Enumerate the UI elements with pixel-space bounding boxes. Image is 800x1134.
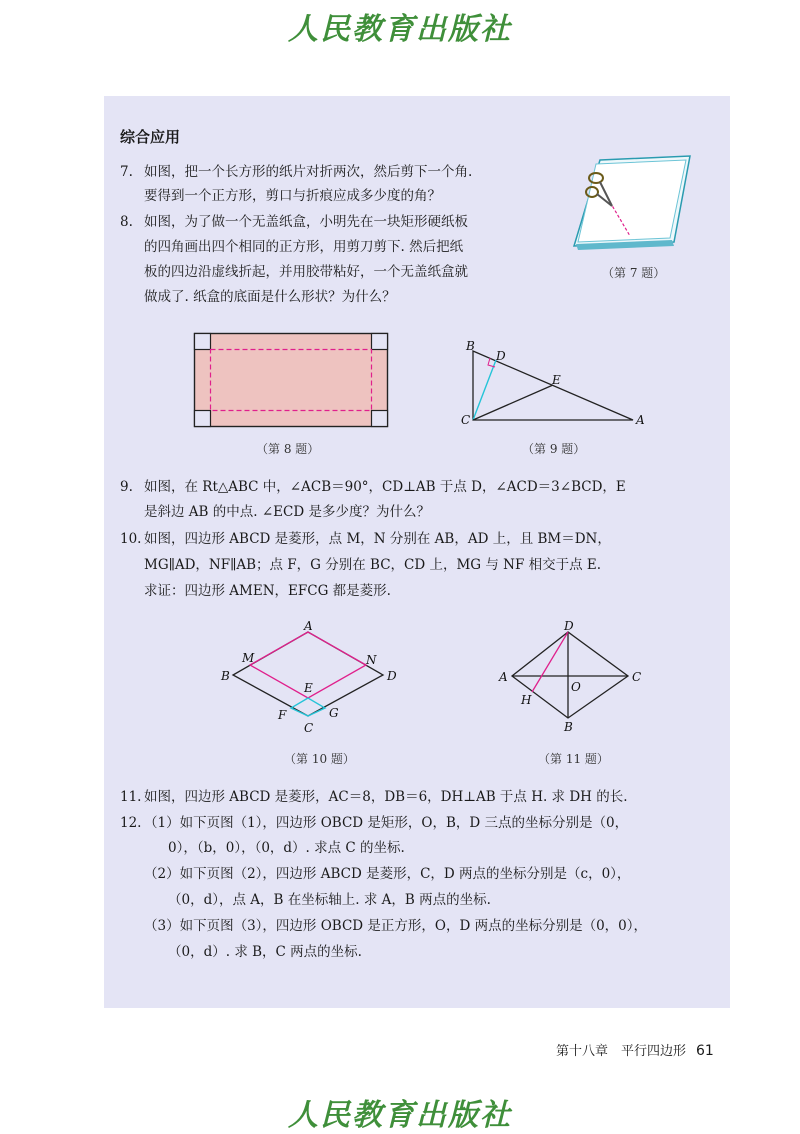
section-heading: 综合应用 (120, 128, 181, 146)
label-A: A (636, 413, 645, 427)
problem-12-part-3-line-2: （0，d）. 求 B，C 两点的坐标. (168, 944, 362, 960)
figure-11-caption: （第 11 题） (538, 752, 609, 766)
problem-7-number: 7. (120, 164, 133, 180)
figure-7-paper-scissors (572, 150, 702, 260)
figure-8-box-net (194, 333, 388, 427)
problem-11-line-1: 11. 如图，四边形 ABCD 是菱形，AC＝8，DB＝6，DH⊥AB 于点 H. 求 DH 的长. (120, 789, 628, 805)
problem-8-line-4: 做成了. 纸盒的底面是什么形状？为什么？ (144, 289, 396, 305)
page-number: 61 (696, 1043, 714, 1059)
label-A: A (304, 619, 313, 633)
chapter-title: 第十八章 平行四边形 (556, 1044, 687, 1059)
problem-9-line-2: 是斜边 AB 的中点. ∠ECD 是多少度？为什么？ (144, 504, 430, 520)
publisher-watermark-top: 人民教育出版社 (288, 12, 512, 47)
problem-12-part-1-line-2: 0），（b，0），（0，d）. 求点 C 的坐标. (168, 840, 405, 856)
label-F: F (278, 708, 287, 722)
figure-10-rhombus (218, 618, 408, 738)
label-D: D (496, 349, 506, 363)
label-C: C (304, 721, 314, 735)
figure-10-caption: （第 10 题） (284, 752, 355, 766)
problem-9-line-1: 9. 如图，在 Rt△ABC 中，∠ACB＝90°，CD⊥AB 于点 D，∠ACD＝3∠BCD，E (120, 479, 626, 495)
problem-9-number: 9. (120, 479, 133, 495)
problem-7-line-2: 要得到一个正方形，剪口与折痕应成多少度的角？ (144, 188, 441, 204)
label-H: H (521, 693, 532, 707)
figure-9-caption: （第 9 题） (522, 442, 586, 456)
label-B: B (466, 339, 475, 353)
problem-10-number: 10. (120, 531, 142, 547)
page-footer (556, 1040, 714, 1059)
label-M: M (242, 651, 255, 665)
label-A: A (499, 670, 508, 684)
problem-8-number: 8. (120, 214, 133, 230)
problem-10-line-2: MG∥AD，NF∥AB；点 F，G 分别在 BC，CD 上，MG 与 NF 相交于点 E. (144, 557, 602, 573)
problem-8-line-3: 板的四边沿虚线折起，并用胶带粘好，一个无盖纸盒就 (144, 264, 468, 280)
problem-11-number: 11. (120, 789, 142, 805)
figure-8-caption: （第 8 题） (256, 442, 320, 456)
label-D: D (387, 669, 397, 683)
figure-9-right-triangle (458, 340, 648, 432)
label-B: B (564, 720, 573, 734)
problem-7-line-1: 7. 如图，把一个长方形的纸片对折两次，然后剪下一个角. (120, 164, 473, 180)
label-O: O (571, 680, 581, 694)
problem-12-part-1-line-1: 12. （1）如下页图（1），四边形 OBCD 是矩形，O，B，D 三点的坐标分别是（0， (120, 815, 629, 831)
label-G: G (329, 706, 339, 720)
problem-12-part-3-line-1: （3）如下页图（3），四边形 OBCD 是正方形，O，D 两点的坐标分别是（0，0）， (144, 918, 648, 934)
problem-8-line-2: 的四角画出四个相同的正方形，用剪刀剪下. 然后把纸 (144, 239, 464, 255)
problem-10-line-1: 10. 如图，四边形 ABCD 是菱形，点 M，N 分别在 AB，AD 上，且 BM＝DN， (120, 531, 611, 547)
figure-11-rhombus-diagonals (496, 618, 646, 736)
label-N: N (366, 653, 377, 667)
problem-12-part-2-line-1: （2）如下页图（2），四边形 ABCD 是菱形，C，D 两点的坐标分别是（c，0）， (144, 866, 631, 882)
label-E: E (552, 373, 561, 387)
label-C: C (632, 670, 642, 684)
problem-12-part-2-line-2: （0，d），点 A，B 在坐标轴上. 求 A，B 两点的坐标. (168, 892, 491, 908)
label-E: E (304, 681, 313, 695)
label-B: B (221, 669, 230, 683)
problem-12-number: 12. (120, 815, 142, 831)
figure-7-caption: （第 7 题） (602, 266, 666, 280)
label-D: D (564, 619, 574, 633)
problem-10-line-3: 求证：四边形 AMEN，EFCG 都是菱形. (144, 583, 391, 599)
problem-8-line-1: 8. 如图，为了做一个无盖纸盒，小明先在一块矩形硬纸板 (120, 214, 468, 230)
publisher-watermark-bottom: 人民教育出版社 (288, 1098, 512, 1133)
label-C: C (461, 413, 471, 427)
